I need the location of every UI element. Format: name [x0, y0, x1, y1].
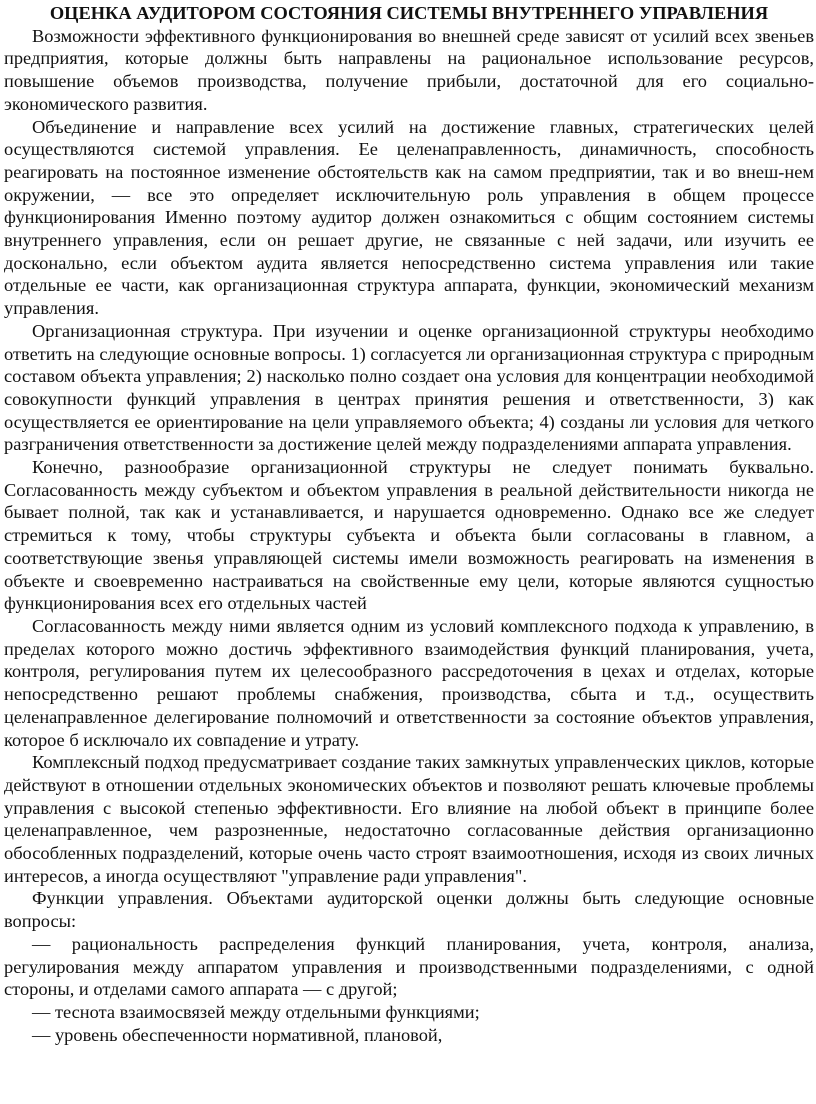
list-item: — теснота взаимосвязей между отдельными функциями;	[32, 1001, 480, 1022]
document-page	[4, 0, 814, 1046]
paragraph-intro: Возможности эффективного функционирования во внешней среде зависят от усилий всех звеньев предприятия, которые должны быть направлены на рациональное использование ресурсов, повышение объемов производства, получение прибыли, достаточной для его социально-экономического развития.	[4, 25, 814, 114]
paragraph-management-functions: Функции управления. Объектами аудиторской оценки должны быть следующие основные вопросы:	[4, 888, 814, 932]
paragraph-structure-diversity: Конечно, разнообразие организационной структуры не следует понимать буквально. Согласованность между субъектом и объектом управления в реальной действительности никогда не бывает полной, так как и устанавливается, и нарушается одновременно. Однако все же следует стремиться к тому, чтобы структуры субъекта и объекта были согласованы в главном, а соответствующие звенья управляющей системы имели возможность реагировать на изменения в объекте и своевременно настраиваться на свойственные ему цели, которые являются сущностью функционирования всех его отдельных частей	[4, 457, 814, 614]
document-title: ОЦЕНКА АУДИТОРОМ СОСТОЯНИЯ СИСТЕМЫ ВНУТРЕННЕГО УПРАВЛЕНИЯ	[49, 3, 769, 23]
paragraph-management-system: Объединение и направление всех усилий на достижение главных, стратегических целей осуществляются системой управления. Ее целенаправленность, динамичность, способность реагировать на постоянное изменение обстоятельств как на самом предприятии, так и во внеш-нем окружении, — все это определяет исключительную роль управления в общем процессе функционирования Именно поэтому аудитор должен ознакомиться с общим состоянием системы внутреннего управления, если он решает другие, не связанные с ней задачи, или изучить ее досконально, если объектом аудита является непосредственно система управления или такие отдельные ее части, как организационная структура аппарата, функции, экономический механизм управления.	[4, 116, 814, 319]
paragraph-complex-approach: Комплексный подход предусматривает создание таких замкнутых управленческих циклов, которые действуют в отношении отдельных экономических объектов и позволяют решать ключевые проблемы управления с высокой степенью эффективности. Его влияние на любой объект в принципе более целенаправленное, чем разрозненные, недостаточно согласованные действия организационно обособленных подразделений, которые очень часто строят взаимоотношения, исходя из своих личных интересов, а иногда осуществляют "управление ради управления".	[4, 752, 814, 886]
paragraph-consistency: Согласованность между ними является одним из условий комплексного подхода к управлению, в пределах которого можно достичь эффективного взаимодействия функций планирования, учета, контроля, регулирования путем их целесообразного рассредоточения в цехах и отделах, которые непосредственно решают проблемы снабжения, производства, сбыта и т.д., осуществить целенаправленное делегирование полномочий и ответственности за состояние объектов управления, которое б исключало их совпадение и утрату.	[4, 615, 814, 750]
list-item: — рациональность распределения функций планирования, учета, контроля, анализа, регулирования между аппаратом управления и производственными подразделениями, с одной стороны, и отделами самого аппарата — с другой;	[4, 933, 814, 1000]
paragraph-org-structure: Организационная структура. При изучении и оценке организационной структуры необходимо ответить на следующие основные вопросы. 1) согласуется ли организационная структура с природным составом объекта управления; 2) насколько полно создает она условия для концентрации необходимой совокупности функций управления в центрах принятия решения и ответственности, 3) как осуществляется ее ориентирование на цели управляемого объекта; 4) созданы ли условия для четкого разграничения ответственности за достижение целей между подразделениями аппарата управления.	[4, 320, 814, 455]
list-item: — уровень обеспеченности нормативной, плановой,	[32, 1024, 443, 1045]
